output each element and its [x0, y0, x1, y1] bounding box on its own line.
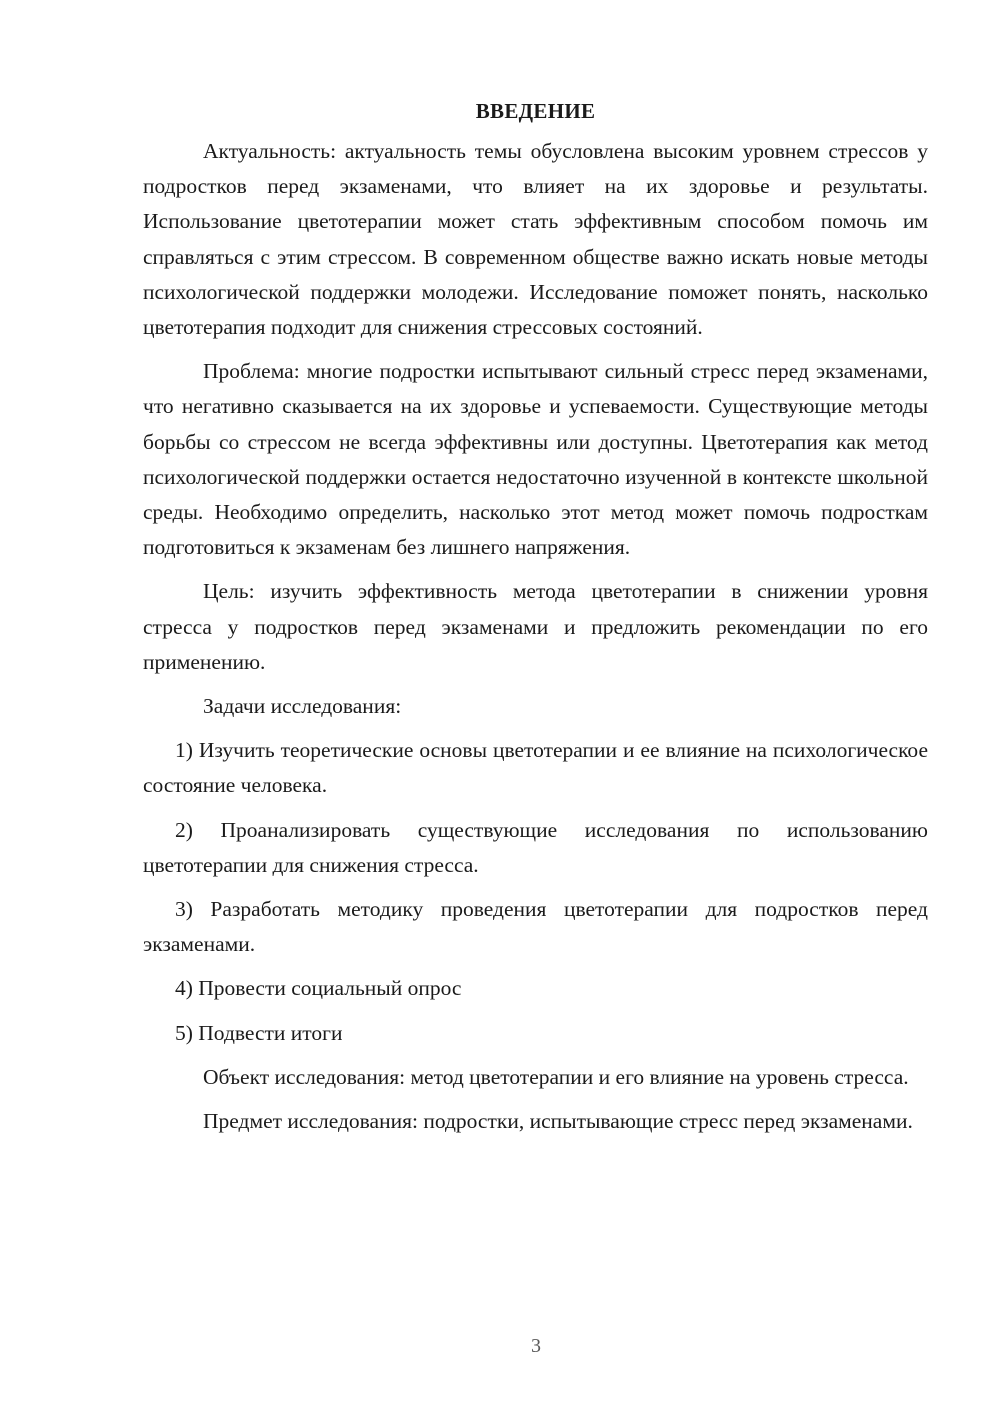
task-item-4: 4) Провести социальный опрос — [175, 976, 462, 1001]
page-number: 3 — [531, 1335, 541, 1357]
section-title: ВВЕДЕНИЕ — [475, 99, 596, 123]
task-item-3: 3) Разработать методику проведения цветотерапии для подростков перед экзаменами. — [143, 897, 928, 957]
object-paragraph: Объект исследования: метод цветотерапии и его влияние на уровень стресса. — [203, 1064, 909, 1089]
goal-paragraph: Цель: изучить эффективность метода цветотерапии в снижении уровня стресса у подростков перед экзаменами и предложить рекомендации по его применению. — [143, 579, 928, 674]
relevance-paragraph: Актуальность: актуальность темы обусловлена высоким уровнем стрессов у подростков перед экзаменами, что влияет на их здоровье и результаты. Использование цветотерапии может стать эффективным способом помочь им справляться с этим стрессом. В современном обществе важно искать новые методы психологической поддержки молодежи. Исследование поможет понять, насколько цветотерапия подходит для снижения стрессовых состояний. — [143, 139, 928, 340]
subject-paragraph: Предмет исследования: подростки, испытывающие стресс перед экзаменами. — [203, 1109, 913, 1134]
page-content — [143, 94, 928, 1148]
task-item-2: 2) Проанализировать существующие исследования по использованию цветотерапии для снижения стресса. — [143, 817, 928, 877]
problem-paragraph: Проблема: многие подростки испытывают сильный стресс перед экзаменами, что негативно сказывается на их здоровье и успеваемости. Существующие методы борьбы со стрессом не всегда эффективны или доступны. Цветотерапия как метод психологической поддержки остается недостаточно изученной в контексте школьной среды. Необходимо определить, насколько этот метод может помочь подросткам подготовиться к экзаменам без лишнего напряжения. — [143, 359, 928, 560]
task-item-1: 1) Изучить теоретические основы цветотерапии и ее влияние на психологическое состояние человека. — [143, 738, 928, 798]
tasks-heading: Задачи исследования: — [203, 694, 402, 719]
task-item-5: 5) Подвести итоги — [175, 1020, 343, 1045]
